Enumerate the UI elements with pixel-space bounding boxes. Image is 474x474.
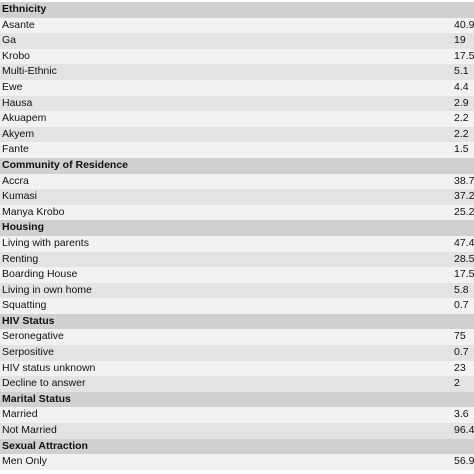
- row-value: 17.5: [454, 268, 474, 281]
- row-value: 56.9: [454, 455, 474, 468]
- table-row: [0, 80, 474, 96]
- row-label: Boarding House: [2, 268, 78, 281]
- table-row: [0, 329, 474, 345]
- section-title: Community of Residence: [2, 158, 129, 171]
- row-label: Asante: [2, 18, 35, 31]
- row-value: 40.9: [454, 18, 474, 31]
- row-value: 2.9: [454, 96, 469, 109]
- row-label: Squatting: [2, 299, 47, 312]
- row-label: Decline to answer: [2, 377, 86, 390]
- section-header: [0, 439, 474, 455]
- row-label: Akuapem: [2, 112, 47, 125]
- section-title: Housing: [2, 221, 44, 234]
- row-label: Seronegative: [2, 330, 64, 343]
- table-row: [0, 423, 474, 439]
- row-value: 3.6: [454, 408, 469, 421]
- row-value: 28.5: [454, 252, 474, 265]
- table-row: [0, 189, 474, 205]
- demographics-table: [0, 2, 474, 470]
- row-label: Akyem: [2, 127, 35, 140]
- row-label: Living in own home: [2, 283, 92, 296]
- row-value: 0.7: [454, 346, 469, 359]
- row-label: Married: [2, 408, 38, 421]
- table-row: [0, 283, 474, 299]
- section-header: [0, 220, 474, 236]
- table-row: [0, 33, 474, 49]
- row-value: 2.2: [454, 112, 469, 125]
- row-value: 19: [454, 34, 466, 47]
- table-row: [0, 454, 474, 470]
- row-value: 25.2: [454, 205, 474, 218]
- table-row: [0, 252, 474, 268]
- section-title: Sexual Attraction: [2, 439, 88, 452]
- table-row: [0, 174, 474, 190]
- table-row: [0, 142, 474, 158]
- section-title: Ethnicity: [2, 3, 47, 15]
- row-label: Manya Krobo: [2, 205, 65, 218]
- row-value: 38.7: [454, 174, 474, 187]
- row-value: 1.5: [454, 143, 469, 156]
- row-label: Accra: [2, 174, 29, 187]
- table-row: [0, 49, 474, 65]
- section-title: HIV Status: [2, 314, 55, 327]
- table-row: [0, 361, 474, 377]
- row-label: Ewe: [2, 80, 23, 93]
- row-value: 37.2: [454, 190, 474, 203]
- row-value: 5.1: [454, 65, 469, 78]
- row-label: Men Only: [2, 455, 47, 468]
- table-row: [0, 205, 474, 221]
- table-row: [0, 267, 474, 283]
- row-value: 47.4: [454, 236, 474, 249]
- table-row: [0, 345, 474, 361]
- row-label: HIV status unknown: [2, 361, 96, 374]
- row-value: 4.4: [454, 80, 469, 93]
- table-row: [0, 298, 474, 314]
- row-label: Multi-Ethnic: [2, 65, 57, 78]
- row-label: Not Married: [2, 424, 57, 437]
- row-label: Kumasi: [2, 190, 38, 203]
- section-title: Marital Status: [2, 392, 71, 405]
- table-row: [0, 376, 474, 392]
- row-value: 2.2: [454, 127, 469, 140]
- table-row: [0, 111, 474, 127]
- row-value: 23: [454, 361, 466, 374]
- row-label: Fante: [2, 143, 29, 156]
- row-label: Hausa: [2, 96, 33, 109]
- row-value: 17.5: [454, 49, 474, 62]
- section-header: [0, 2, 474, 18]
- row-label: Renting: [2, 252, 39, 265]
- row-label: Serpositive: [2, 346, 54, 359]
- section-header: [0, 158, 474, 174]
- row-label: Living with parents: [2, 236, 89, 249]
- table-row: [0, 18, 474, 34]
- row-value: 2: [454, 377, 460, 390]
- row-label: Krobo: [2, 49, 31, 62]
- section-header: [0, 314, 474, 330]
- table-row: [0, 96, 474, 112]
- row-value: 96.4: [454, 424, 474, 437]
- table-row: [0, 64, 474, 80]
- table-row: [0, 236, 474, 252]
- table-row: [0, 127, 474, 143]
- row-value: 75: [454, 330, 466, 343]
- table-row: [0, 407, 474, 423]
- section-header: [0, 392, 474, 408]
- row-value: 0.7: [454, 299, 469, 312]
- row-value: 5.8: [454, 283, 469, 296]
- row-label: Ga: [2, 34, 17, 47]
